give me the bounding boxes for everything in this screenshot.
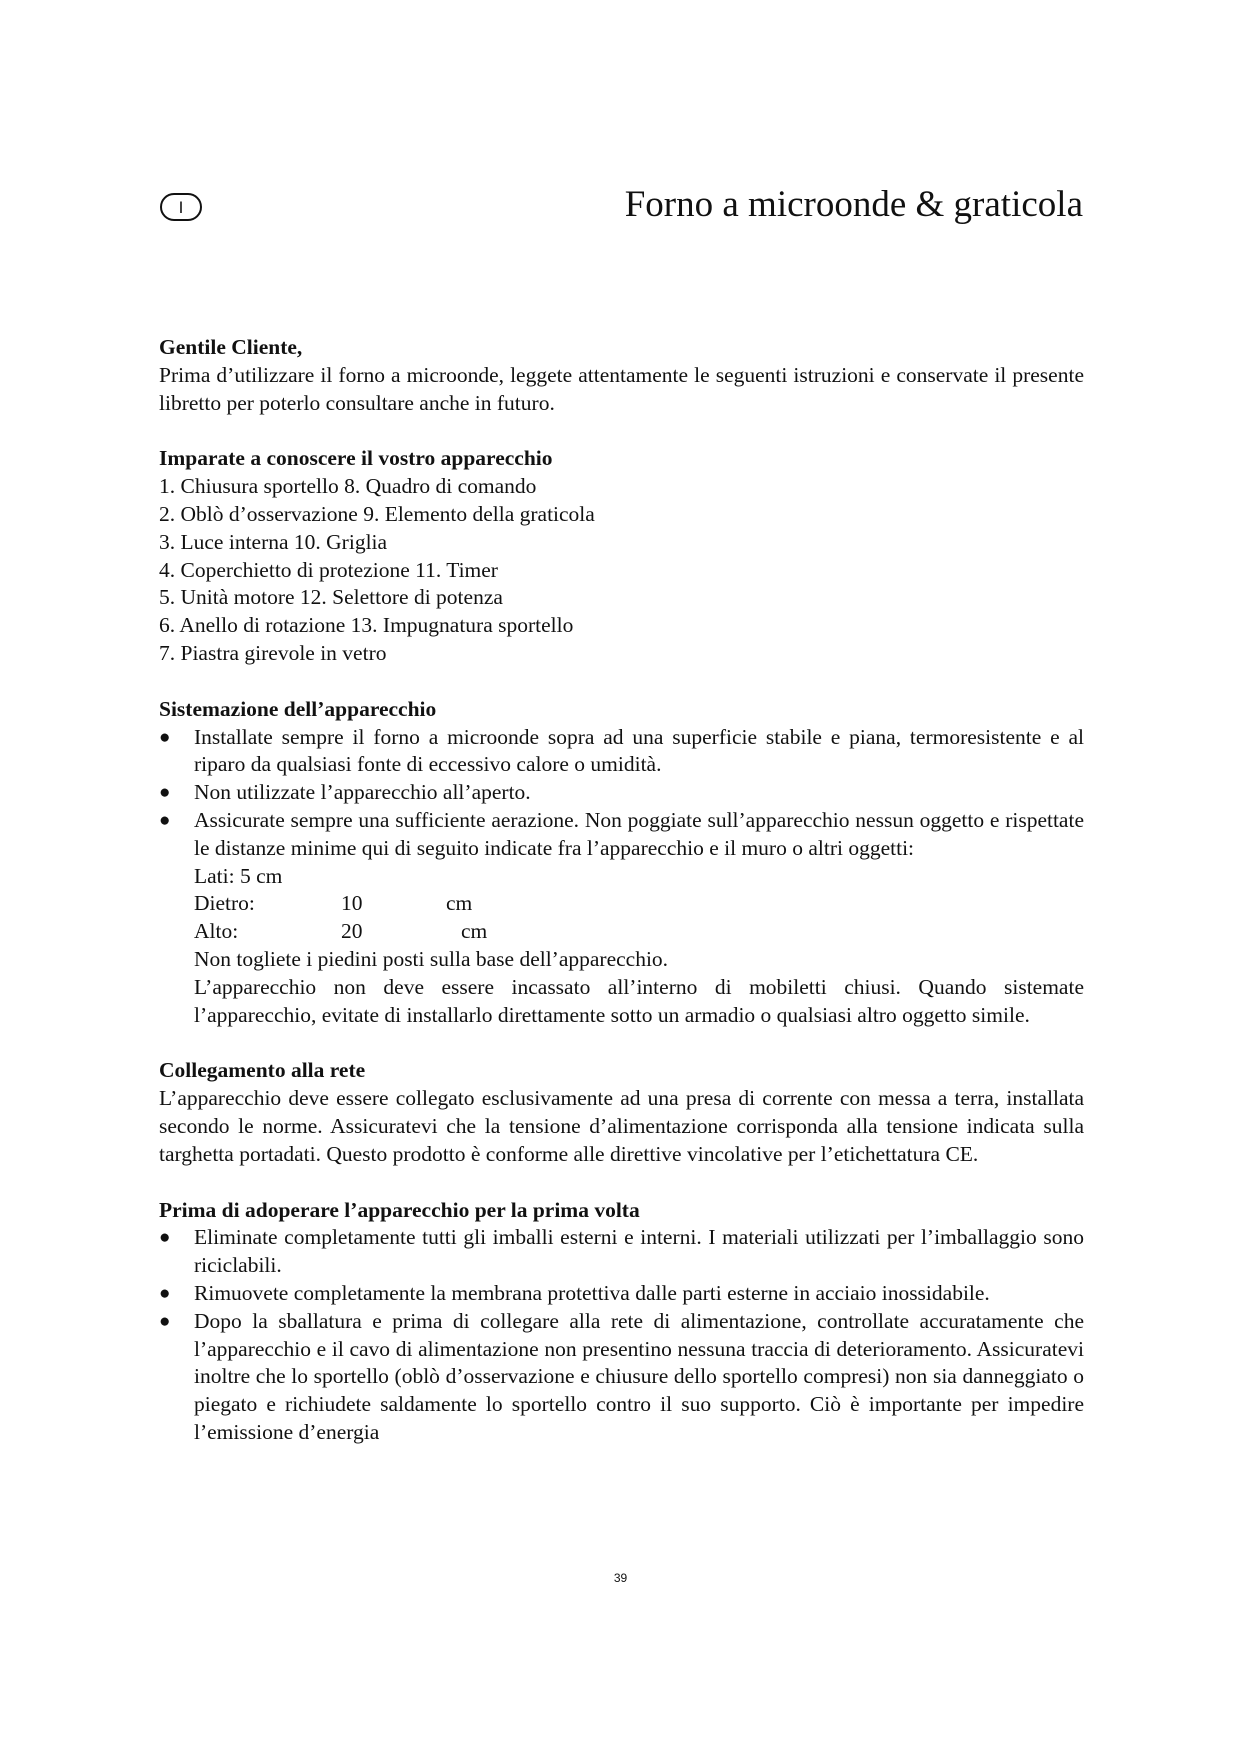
bullet-icon: ● [159, 726, 171, 748]
first-use-bullet-text: Eliminate completamente tutti gli imballi esterni e interni. I materiali utilizzati per l’imballaggio sono riciclabili. [194, 1225, 1084, 1278]
intro-section [159, 334, 1084, 417]
distance-top-row [159, 918, 1084, 946]
first-use-bullet [159, 1224, 1084, 1280]
placement-bullet-text: Assicurate sempre una sufficiente aerazione. Non poggiate sull’apparecchio nessun oggetto e rispettate le distanze minime qui di seguito indicate fra l’apparecchio e il muro o altri oggetti: [194, 807, 1084, 860]
intro-heading: Gentile Cliente, [159, 335, 303, 359]
placement-bullet [159, 807, 1084, 863]
placement-bullet-text: Non utilizzate l’apparecchio all’aperto. [194, 780, 531, 805]
first-use-section [159, 1197, 1084, 1447]
parts-heading: Imparate a conoscere il vostro apparecchio [159, 446, 553, 471]
first-use-bullet-text: Dopo la sballatura e prima di collegare alla rete di alimentazione, controllate accuratamente che l’apparecchio e il cavo di alimentazione non presentino nessuna traccia di deterioramento. Assicuratevi inoltre che lo sportello (oblò d’osservazione e chiusure dello sportello compresi) non sia danneggiato o piegato e richiudete saldamente lo sportello contro il suo supporto. Ciò è importante per impedire l’emissione d’energia [194, 1308, 1084, 1444]
distance-back-label: Dietro: [194, 891, 255, 916]
page-number: 39 [613, 1571, 628, 1585]
placement-section [159, 696, 1084, 1030]
first-use-bullet [159, 1308, 1084, 1447]
connection-section [159, 1057, 1084, 1168]
placement-note-cabinet: L’apparecchio non deve essere incassato all’interno di mobiletti chiusi. Quando sistemate l’apparecchio, evitate di installarlo direttamente sotto un armadio o qualsiasi altro oggetto simile. [194, 974, 1084, 1027]
bullet-icon: ● [159, 1310, 171, 1332]
distance-back-unit: cm [446, 891, 473, 916]
placement-bullet [159, 724, 1084, 780]
first-use-bullet [159, 1280, 1084, 1308]
distance-top-value: 20 [341, 919, 363, 944]
parts-list-item: 5. Unità motore 12. Selettore di potenza [159, 585, 503, 610]
parts-list-item: 3. Luce interna 10. Griglia [159, 529, 388, 554]
bullet-icon: ● [159, 809, 171, 831]
distance-top-label: Alto: [194, 919, 239, 944]
placement-bullet-text: Installate sempre il forno a microonde sopra ad una superficie stabile e piana, termoresistente e al riparo da qualsiasi fonte di eccessivo calore o umidità. [194, 724, 1084, 777]
page-content [159, 334, 1084, 1447]
parts-section [159, 445, 1084, 667]
page-title: Forno a microonde & graticola [624, 184, 1083, 225]
parts-list-item: 6. Anello di rotazione 13. Impugnatura sportello [159, 613, 574, 638]
distance-back-row [159, 890, 1084, 918]
first-use-bullet-text: Rimuovete completamente la membrana protettiva dalle parti esterne in acciaio inossidabile. [194, 1280, 990, 1305]
parts-list-item: 2. Oblò d’osservazione 9. Elemento della graticola [159, 501, 595, 526]
intro-text: Prima d’utilizzare il forno a microonde, leggete attentamente le seguenti istruzioni e conservate il presente libretto per poterlo consultare anche in futuro. [159, 362, 1084, 415]
distance-back-value: 10 [341, 891, 363, 916]
distance-top-unit: cm [461, 919, 488, 944]
placement-note-feet: Non togliete i piedini posti sulla base dell’apparecchio. [194, 946, 669, 971]
parts-list-item: 7. Piastra girevole in vetro [159, 640, 387, 665]
parts-list-item: 4. Coperchietto di protezione 11. Timer [159, 557, 498, 582]
first-use-heading: Prima di adoperare l’apparecchio per la prima volta [159, 1197, 640, 1222]
distance-sides: Lati: 5 cm [194, 863, 283, 888]
language-badge [160, 193, 202, 221]
bullet-icon: ● [159, 782, 171, 804]
placement-heading: Sistemazione dell’apparecchio [159, 696, 437, 721]
bullet-icon: ● [159, 1282, 171, 1304]
parts-list-item: 1. Chiusura sportello 8. Quadro di comando [159, 474, 537, 499]
placement-bullet [159, 779, 1084, 807]
bullet-icon: ● [159, 1227, 171, 1249]
language-badge-label: I [178, 197, 184, 217]
connection-text: L’apparecchio deve essere collegato esclusivamente ad una presa di corrente con messa a terra, installata secondo le norme. Assicuratevi che la tensione d’alimentazione corrisponda alla tensione indicata sulla targhetta portadati. Questo prodotto è conforme alle direttive vincolative per l’etichettatura CE. [159, 1086, 1084, 1166]
connection-heading: Collegamento alla rete [159, 1058, 366, 1083]
